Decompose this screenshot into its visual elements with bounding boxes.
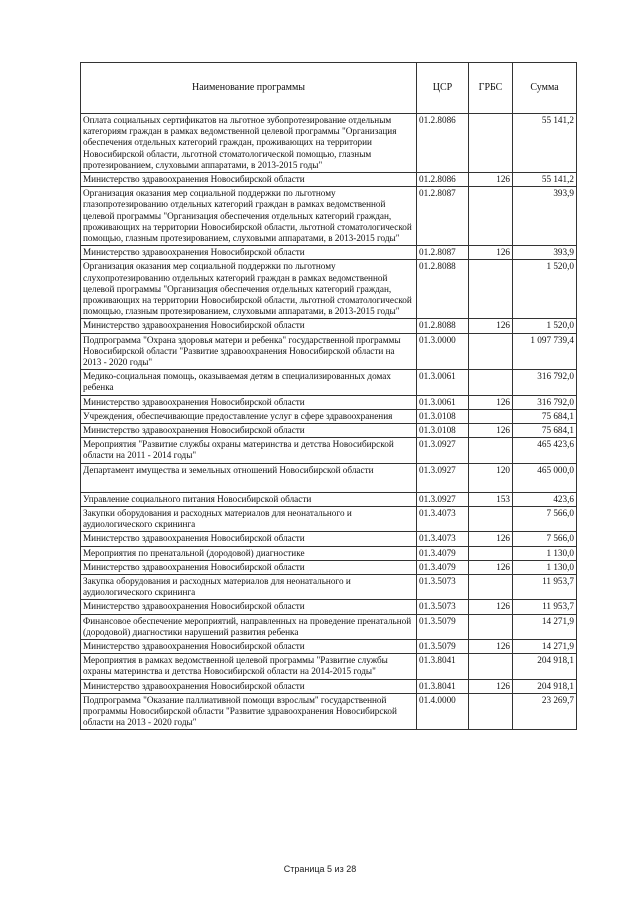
cell-grbs — [469, 614, 513, 639]
cell-csr: 01.3.0061 — [417, 395, 469, 409]
header-csr: ЦСР — [417, 63, 469, 114]
header-name: Наименование программы — [81, 63, 417, 114]
cell-csr: 01.3.0000 — [417, 333, 469, 370]
cell-grbs — [469, 546, 513, 560]
cell-name: Управление социального питания Новосибирской области — [81, 492, 417, 506]
cell-grbs — [469, 654, 513, 679]
cell-csr: 01.3.4073 — [417, 532, 469, 546]
cell-sum: 393,9 — [513, 246, 577, 260]
cell-name: Закупки оборудования и расходных материалов для неонатального и аудиологического скрининга — [81, 506, 417, 531]
cell-csr: 01.3.5079 — [417, 639, 469, 653]
cell-csr: 01.3.5079 — [417, 614, 469, 639]
cell-grbs: 126 — [469, 395, 513, 409]
cell-sum: 55 141,2 — [513, 114, 577, 173]
cell-sum: 316 792,0 — [513, 370, 577, 395]
cell-csr: 01.3.0108 — [417, 424, 469, 438]
cell-csr: 01.3.5073 — [417, 600, 469, 614]
table-row — [81, 463, 577, 492]
table-row — [81, 532, 577, 546]
table-body — [81, 114, 577, 730]
table-row — [81, 246, 577, 260]
cell-name: Министерство здравоохранения Новосибирской области — [81, 532, 417, 546]
cell-grbs: 120 — [469, 463, 513, 492]
table-row — [81, 546, 577, 560]
cell-grbs — [469, 409, 513, 423]
cell-sum: 1 520,0 — [513, 260, 577, 319]
table-row — [81, 600, 577, 614]
table-row — [81, 560, 577, 574]
cell-name: Медико-социальная помощь, оказываемая детям в специализированных домах ребенка — [81, 370, 417, 395]
cell-sum: 465 423,6 — [513, 438, 577, 463]
cell-name: Подпрограмма "Оказание паллиативной помощи взрослым" государственной программы Новосибирской области "Развитие здравоохранения Новосибирской области на 2013 - 2020 годы" — [81, 693, 417, 730]
cell-grbs: 126 — [469, 246, 513, 260]
table-row — [81, 187, 577, 246]
cell-name: Мероприятия в рамках ведомственной целевой программы "Развитие службы охраны материнства и детства Новосибирской области на 2014-2015 годы" — [81, 654, 417, 679]
cell-csr: 01.3.4073 — [417, 506, 469, 531]
cell-grbs — [469, 114, 513, 173]
cell-sum: 204 918,1 — [513, 654, 577, 679]
table-row — [81, 395, 577, 409]
cell-name: Мероприятия "Развитие службы охраны материнства и детства Новосибирской области на 2011 - 2014 годы" — [81, 438, 417, 463]
cell-sum: 423,6 — [513, 492, 577, 506]
cell-csr: 01.3.0927 — [417, 438, 469, 463]
header-sum: Сумма — [513, 63, 577, 114]
table-row — [81, 370, 577, 395]
table-row — [81, 639, 577, 653]
table-row — [81, 114, 577, 173]
cell-csr: 01.3.0108 — [417, 409, 469, 423]
cell-csr: 01.2.8088 — [417, 260, 469, 319]
cell-name: Организация оказания мер социальной поддержки по льготному глазопротезированию отдельных категорий граждан в рамках ведомственной целевой программы "Организация обеспечения отдельных категорий граждан, проживающих на территории Новосибирской области, льготной стоматологической помощью, глазным протезированием, слуховыми аппаратами, в 2013-2015 годы" — [81, 187, 417, 246]
cell-name: Министерство здравоохранения Новосибирской области — [81, 639, 417, 653]
cell-name: Подпрограмма "Охрана здоровья матери и ребенка" государственной программы Новосибирской области "Развитие здравоохранения Новосибирской области на 2013 - 2020 годы" — [81, 333, 417, 370]
table-row — [81, 333, 577, 370]
cell-csr: 01.3.4079 — [417, 546, 469, 560]
cell-sum: 14 271,9 — [513, 639, 577, 653]
cell-grbs: 126 — [469, 173, 513, 187]
cell-grbs: 126 — [469, 532, 513, 546]
cell-grbs — [469, 370, 513, 395]
cell-name: Мероприятия по пренатальной (дородовой) диагностике — [81, 546, 417, 560]
cell-name: Министерство здравоохранения Новосибирской области — [81, 600, 417, 614]
cell-name: Закупка оборудования и расходных материалов для неонатального и аудиологического скрининга — [81, 574, 417, 599]
cell-name: Министерство здравоохранения Новосибирской области — [81, 395, 417, 409]
cell-name: Министерство здравоохранения Новосибирской области — [81, 424, 417, 438]
table-row — [81, 438, 577, 463]
cell-sum: 465 000,0 — [513, 463, 577, 492]
cell-sum: 7 566,0 — [513, 532, 577, 546]
cell-grbs — [469, 574, 513, 599]
cell-grbs — [469, 333, 513, 370]
cell-grbs: 126 — [469, 319, 513, 333]
table-row — [81, 614, 577, 639]
cell-name: Финансовое обеспечение мероприятий, направленных на проведение пренатальной (дородовой) диагностики нарушений развития ребенка — [81, 614, 417, 639]
cell-name: Департамент имущества и земельных отношений Новосибирской области — [81, 463, 417, 492]
cell-sum: 393,9 — [513, 187, 577, 246]
budget-table — [80, 62, 577, 730]
table-row — [81, 574, 577, 599]
cell-grbs — [469, 260, 513, 319]
cell-sum: 1 520,0 — [513, 319, 577, 333]
table-row — [81, 654, 577, 679]
cell-sum: 1 097 739,4 — [513, 333, 577, 370]
cell-csr: 01.3.8041 — [417, 679, 469, 693]
table-row — [81, 260, 577, 319]
table-row — [81, 693, 577, 730]
cell-sum: 204 918,1 — [513, 679, 577, 693]
cell-name: Министерство здравоохранения Новосибирской области — [81, 246, 417, 260]
cell-sum: 11 953,7 — [513, 574, 577, 599]
cell-csr: 01.2.8087 — [417, 187, 469, 246]
cell-sum: 75 684,1 — [513, 424, 577, 438]
cell-name: Министерство здравоохранения Новосибирской области — [81, 173, 417, 187]
header-grbs: ГРБС — [469, 63, 513, 114]
page-number: Страница 5 из 28 — [283, 864, 357, 874]
cell-grbs — [469, 187, 513, 246]
cell-csr: 01.3.0061 — [417, 370, 469, 395]
cell-sum: 1 130,0 — [513, 560, 577, 574]
cell-grbs: 126 — [469, 639, 513, 653]
table-row — [81, 492, 577, 506]
cell-grbs — [469, 693, 513, 730]
cell-grbs: 153 — [469, 492, 513, 506]
table-row — [81, 173, 577, 187]
table-row — [81, 679, 577, 693]
table-row — [81, 424, 577, 438]
cell-sum: 11 953,7 — [513, 600, 577, 614]
cell-grbs — [469, 438, 513, 463]
cell-csr: 01.3.8041 — [417, 654, 469, 679]
cell-csr: 01.3.5073 — [417, 574, 469, 599]
table-header-row — [81, 63, 577, 114]
cell-name: Оплата социальных сертификатов на льготное зубопротезирование отдельным категориям граждан в рамках ведомственной целевой программы "Организация обеспечения отдельных категорий граждан, проживающих на территории Новосибирской области, льготной стоматологической помощью, глазным протезированием, слуховыми аппаратами, в 2013-2015 годы" — [81, 114, 417, 173]
cell-sum: 316 792,0 — [513, 395, 577, 409]
cell-sum: 75 684,1 — [513, 409, 577, 423]
cell-csr: 01.3.0927 — [417, 492, 469, 506]
cell-name: Министерство здравоохранения Новосибирской области — [81, 319, 417, 333]
cell-csr: 01.4.0000 — [417, 693, 469, 730]
cell-sum: 7 566,0 — [513, 506, 577, 531]
table-row — [81, 506, 577, 531]
cell-grbs: 126 — [469, 679, 513, 693]
cell-grbs: 126 — [469, 424, 513, 438]
cell-name: Министерство здравоохранения Новосибирской области — [81, 679, 417, 693]
cell-grbs — [469, 506, 513, 531]
cell-grbs: 126 — [469, 600, 513, 614]
cell-csr: 01.3.0927 — [417, 463, 469, 492]
cell-csr: 01.2.8088 — [417, 319, 469, 333]
cell-csr: 01.2.8086 — [417, 173, 469, 187]
table-row — [81, 319, 577, 333]
table-row — [81, 409, 577, 423]
cell-csr: 01.2.8087 — [417, 246, 469, 260]
cell-csr: 01.3.4079 — [417, 560, 469, 574]
cell-name: Министерство здравоохранения Новосибирской области — [81, 560, 417, 574]
cell-name: Организация оказания мер социальной поддержки по льготному слухопротезированию отдельных категорий граждан в рамках ведомственной целевой программы "Организация обеспечения отдельных категорий граждан, проживающих на территории Новосибирской области, льготной стоматологической помощью, глазным протезированием, слуховыми аппаратами, в 2013-2015 годы" — [81, 260, 417, 319]
cell-sum: 55 141,2 — [513, 173, 577, 187]
cell-sum: 1 130,0 — [513, 546, 577, 560]
cell-csr: 01.2.8086 — [417, 114, 469, 173]
cell-sum: 14 271,9 — [513, 614, 577, 639]
cell-name: Учреждения, обеспечивающие предоставление услуг в сфере здравоохранения — [81, 409, 417, 423]
cell-grbs: 126 — [469, 560, 513, 574]
cell-sum: 23 269,7 — [513, 693, 577, 730]
